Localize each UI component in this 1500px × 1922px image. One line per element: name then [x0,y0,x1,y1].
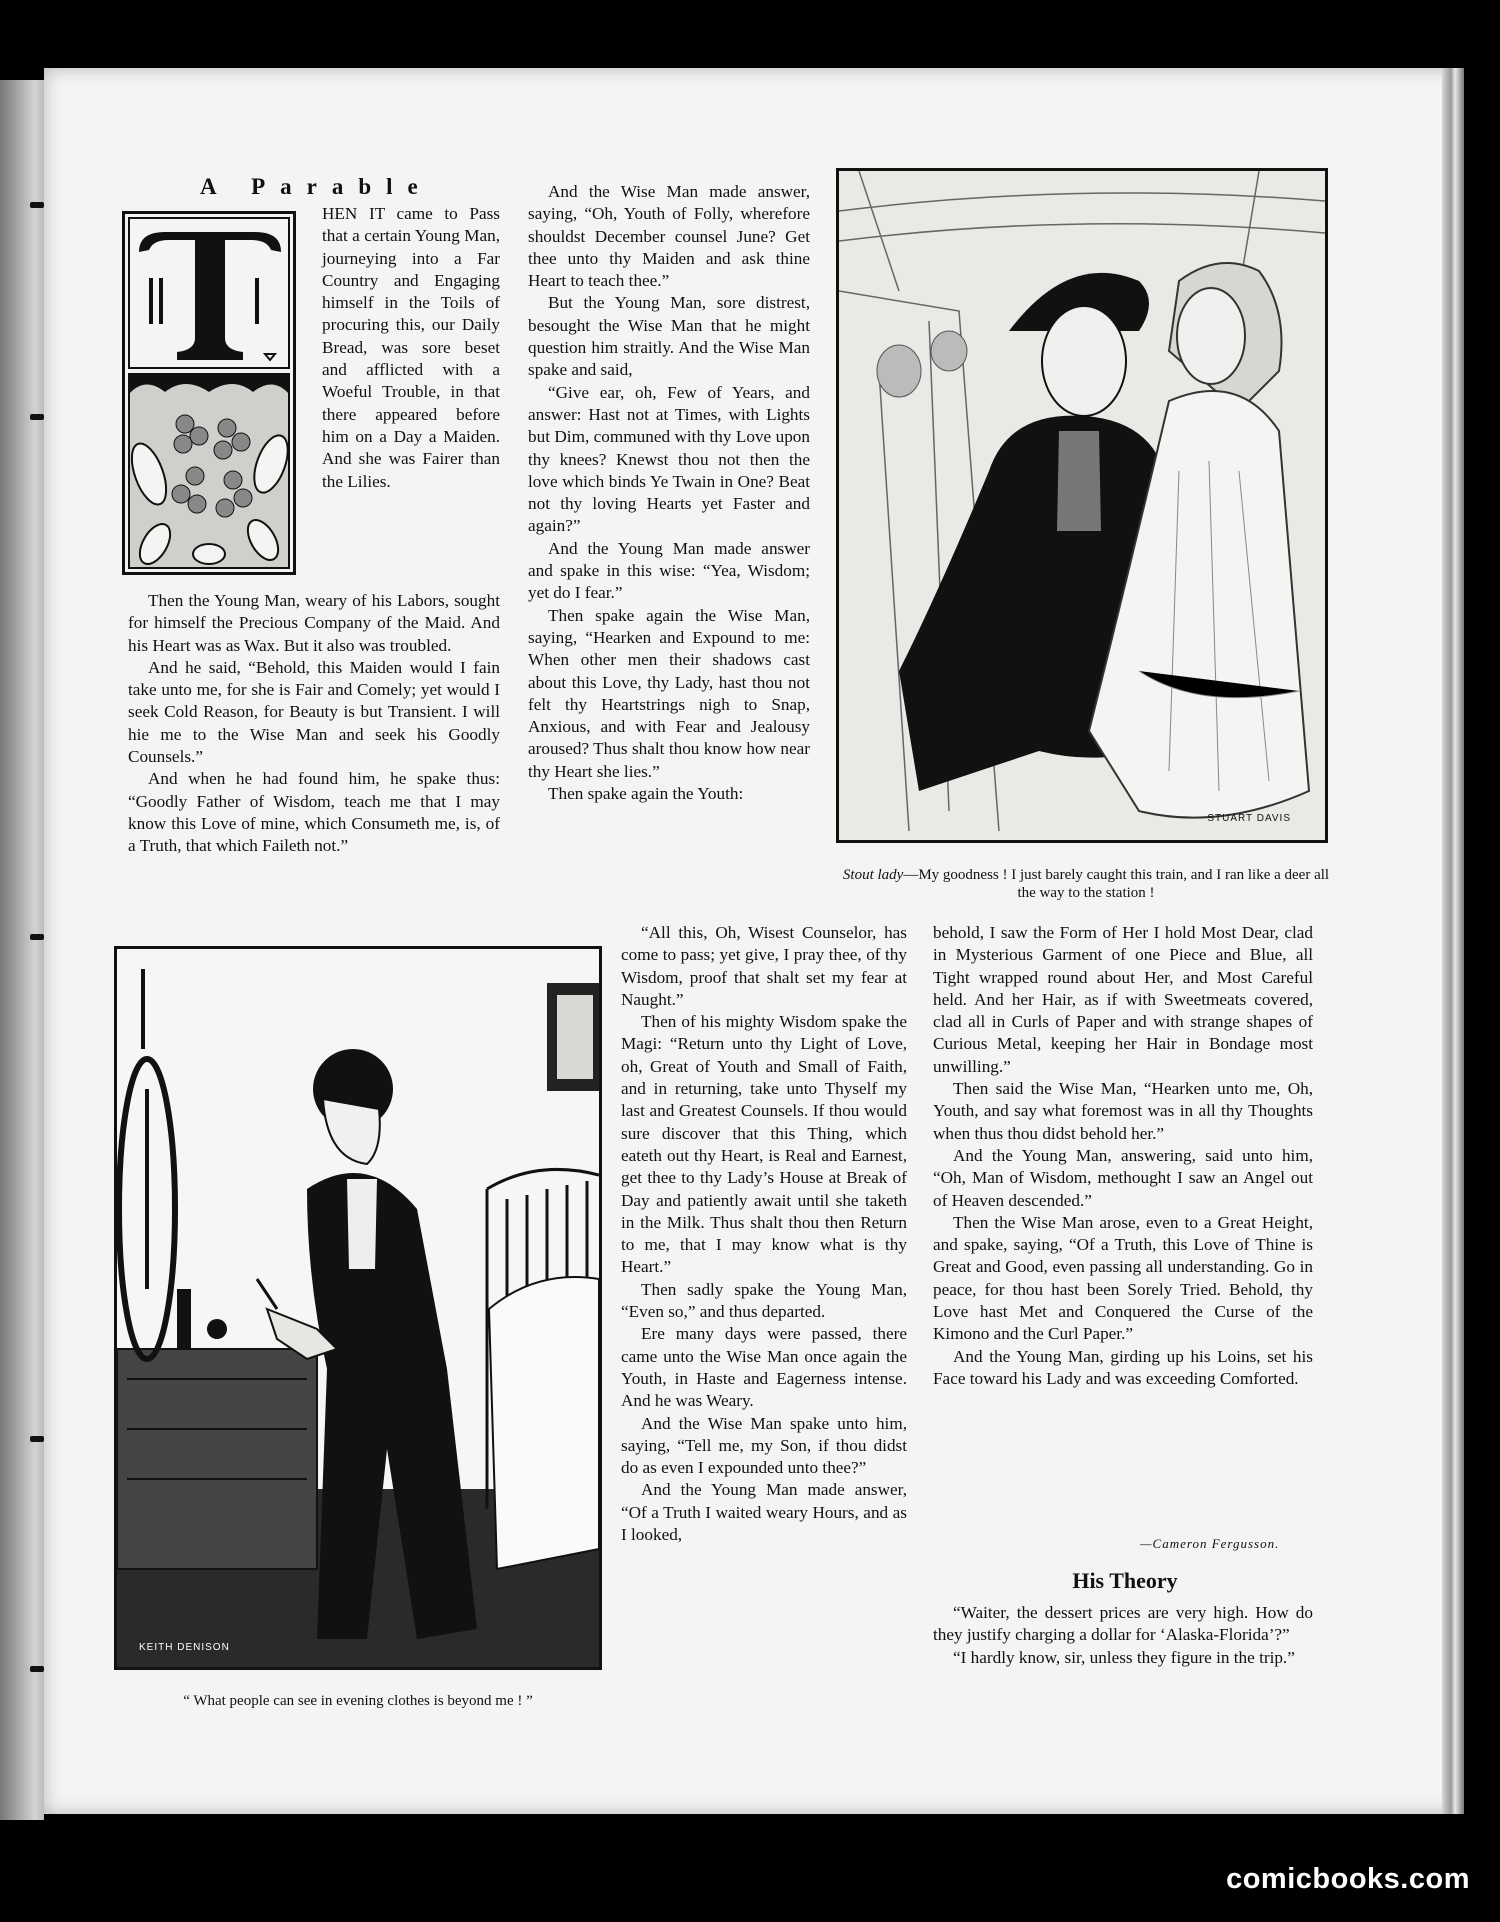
article-paragraph: And the Young Man, girding up his Loins, set his Face toward his Lady and was exceeding Comforted. [933,1346,1313,1388]
article-paragraph: And he said, “Behold, this Maiden would I fain take unto me, for she is Fair and Comely; yet would I seek Cold Reason, for Beauty is but Transient. I will hie me to the Wise Man and seek his Goodly Counsels.” [128,657,500,767]
bedroom-cartoon-caption: “ What people can see in evening clothes is beyond me ! ” [183,1693,533,1709]
binding-mark [30,414,44,420]
bedroom-cartoon-signature: KEITH DENISON [139,1642,230,1653]
article-paragraph: And the Wise Man made answer, saying, “Oh, Youth of Folly, wherefore shouldst December counsel June? Get thee unto thy Maiden and ask thine Heart to teach thee.” [528,182,810,291]
article-paragraph: “Give ear, oh, Few of Years, and answer: Hast not at Times, with Lights but Dim, communed with thy Love upon thy knees? Knewst thou not then the love which binds Ye Twain in One? Beat not thy loving Hearts yet Faster and again?” [528,382,810,536]
binding-mark [30,202,44,208]
article-paragraph: behold, I saw the Form of Her I hold Most Dear, clad in Mysterious Garment of one Piece and Blue, all Tight wrapped round about Her, and Most Careful held. And her Hair, as if with Sweetmeats covered, clad all in Curls of Paper and with strange shapes of Curious Metal, keeping her Hair in Bondage most unwilling.” [933,923,1313,1076]
article-paragraph: And the Young Man, answering, said unto him, “Oh, Man of Wisdom, methought I saw an Angel out of Heaven descended.” [933,1145,1313,1210]
caption-speaker: Stout lady [842,867,904,883]
article-paragraph: And when he had found him, he spake thus: “Goodly Father of Wisdom, teach me that I may know this Love of mine, which Consumeth me, is, of a Truth, that which Faileth not.” [128,769,500,856]
article-paragraph: Then of his mighty Wisdom spake the Magi: “Return unto thy Light of Love, oh, Great of Youth and Small of Faith, and in returning, take unto Thyself my last and Greatest Counsels. If thou would sure discover that this Thing, which eateth out thy Heart, is Real and Earnest, get thee to thy Lady’s House at Break of Day and patiently await until she taketh in the Milk. Thus shalt thou then Return to me, that I may know what is thy Heart.” [621,1012,907,1277]
binding-mark [30,934,44,940]
article-col2 [528,181,810,805]
dropcap-illustration-icon [125,214,293,572]
bedroom-cartoon [114,946,602,1670]
decorative-dropcap [122,211,296,575]
page-edge-shadow [1442,68,1464,1814]
article-paragraph: And the Young Man made answer, “Of a Truth I waited weary Hours, and as I looked, [621,1480,907,1545]
article-col3 [621,922,907,1546]
article-col1 [128,590,500,858]
article-paragraph: But the Young Man, sore distrest, besought the Wise Man that he might question him straitly. And the Wise Man spake and said, [528,293,810,380]
article-paragraph: Then said the Wise Man, “Hearken unto me, Oh, Youth, and say what foremost was in all thy Thoughts when thus thou didst behold her.” [933,1079,1313,1143]
article-paragraph: Then the Young Man, weary of his Labors, sought for himself the Precious Company of the Maid. And his Heart was as Wax. But it also was troubled. [128,591,500,655]
caption-text: —My goodness ! I just barely caught this train, and I ran like a deer all the way to the station ! [903,867,1330,901]
train-cartoon-signature: STUART DAVIS [1207,813,1291,824]
binding-mark [30,1666,44,1672]
article-title: A Parable [200,174,433,199]
article-col1-wrap [322,203,500,493]
site-watermark: comicbooks.com [1226,1863,1470,1895]
article-col4 [933,922,1313,1390]
author-credit: —Cameron Fergusson. [1140,1536,1280,1551]
article-paragraph: Then spake again the Youth: [548,784,744,804]
binding-mark [30,1436,44,1442]
article-paragraph: Then spake again the Wise Man, saying, “Hearken and Expound to me: When other men their shadows cast about this Love, thy Lady, hast thou not felt thy Heartstrings nigh to Snap, Anxious, and with Fear and Jealousy aroused? Thus shalt thou know how near thy Heart she lies.” [528,605,810,781]
train-cartoon-caption [836,866,1336,902]
theory-body [933,1602,1313,1669]
theory-paragraph: “I hardly know, sir, unless they figure in the trip.” [953,1647,1295,1667]
train-cartoon-drawing-icon [839,171,1325,840]
article-paragraph: Then sadly spake the Young Man, “Even so,” and thus departed. [621,1279,907,1322]
bedroom-cartoon-drawing-icon [117,949,599,1667]
train-cartoon [836,168,1328,843]
theory-paragraph: “Waiter, the dessert prices are very high. How do they justify charging a dollar for ‘Alaska-Florida’?” [933,1603,1313,1645]
article-paragraph: “All this, Oh, Wisest Counselor, has come to pass; yet give, I pray thee, of thy Wisdom, proof that shalt set my fear at Naught.” [621,923,907,1009]
article-opening-text: HEN IT came to Pass that a certain Young Man, journeying into a Far Country and Engaging himself in the Toils of procuring this, our Daily Bread, was sore beset and afflicted with a Woeful Trouble, in that there appeared before him on a Day a Maiden. And she was Fairer than the Lilies. [322,204,500,491]
article-paragraph: Ere many days were passed, there came unto the Wise Man once again the Youth, in Haste and Eagerness intense. And he was Weary. [621,1324,907,1411]
article-paragraph: And the Young Man made answer and spake in this wise: “Yea, Wisdom; yet do I fear.” [528,538,810,603]
article-paragraph: And the Wise Man spake unto him, saying, “Tell me, my Son, if thou didst do as even I expounded unto thee?” [621,1413,907,1478]
article-paragraph: Then the Wise Man arose, even to a Great Height, and spake, saying, “Of a Truth, this Love of Thine is Great and Good, even passing all understanding. Go in peace, for thou hast been Sorely Tried. Behold, thy Love hast Met and Conquered the Curse of the Kimono and the Curl Paper.” [933,1212,1313,1344]
left-page-edge [0,80,44,1820]
theory-heading: His Theory [1072,1568,1178,1593]
